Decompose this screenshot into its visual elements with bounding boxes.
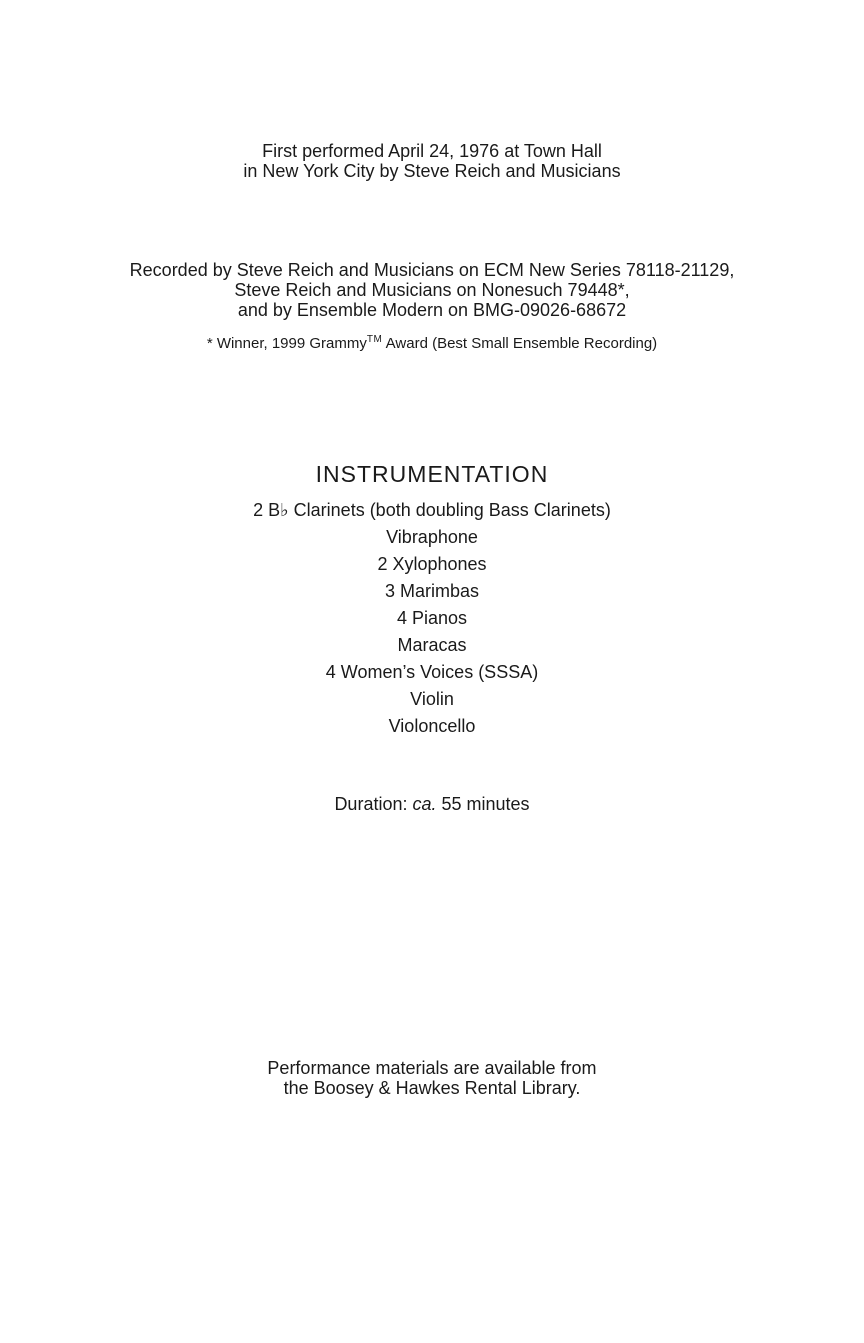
instrument-item-womens-voices: 4 Women’s Voices (SSSA) bbox=[325, 662, 539, 682]
instrument-list bbox=[0, 497, 864, 740]
recordings-line-3: and by Ensemble Modern on BMG-09026-68672 bbox=[237, 300, 627, 320]
performance-materials-note bbox=[0, 1058, 864, 1098]
duration-circa: ca. bbox=[412, 794, 442, 814]
trademark-superscript: TM bbox=[366, 334, 383, 345]
premiere-line-2: in New York City by Steve Reich and Musicians bbox=[243, 161, 621, 181]
instrument-item-clarinets: 2 B♭ Clarinets (both doubling Bass Clarinets) bbox=[253, 500, 611, 520]
award-note-prefix: * Winner, 1999 Grammy bbox=[206, 335, 367, 352]
instrument-item-marimbas: 3 Marimbas bbox=[384, 581, 480, 601]
instrument-item-maracas: Maracas bbox=[397, 635, 467, 655]
duration-label: Duration: bbox=[334, 794, 413, 814]
recordings-line-1: Recorded by Steve Reich and Musicians on ECM New Series 78118-21129, bbox=[129, 260, 735, 280]
premiere-line-1: First performed April 24, 1976 at Town Hall bbox=[262, 141, 602, 161]
instrument-item-pianos: 4 Pianos bbox=[396, 608, 468, 628]
recordings-note bbox=[0, 260, 864, 320]
instrument-item-xylophones: 2 Xylophones bbox=[377, 554, 487, 574]
instrument-item-vibraphone: Vibraphone bbox=[386, 527, 478, 547]
instrumentation-heading: INSTRUMENTATION bbox=[315, 461, 549, 487]
instrument-item-violin: Violin bbox=[410, 689, 454, 709]
availability-line-1: Performance materials are available from bbox=[267, 1058, 597, 1078]
grammy-award-footnote bbox=[0, 331, 864, 353]
premiere-note bbox=[0, 141, 864, 181]
award-note-suffix: Award (Best Small Ensemble Recording) bbox=[382, 335, 658, 352]
duration-value: 55 minutes bbox=[441, 794, 530, 814]
recordings-line-2: Steve Reich and Musicians on Nonesuch 79448*, bbox=[234, 280, 630, 300]
availability-line-2: the Boosey & Hawkes Rental Library. bbox=[283, 1078, 581, 1098]
duration-note bbox=[0, 794, 864, 814]
instrument-item-violoncello: Violoncello bbox=[388, 716, 476, 736]
